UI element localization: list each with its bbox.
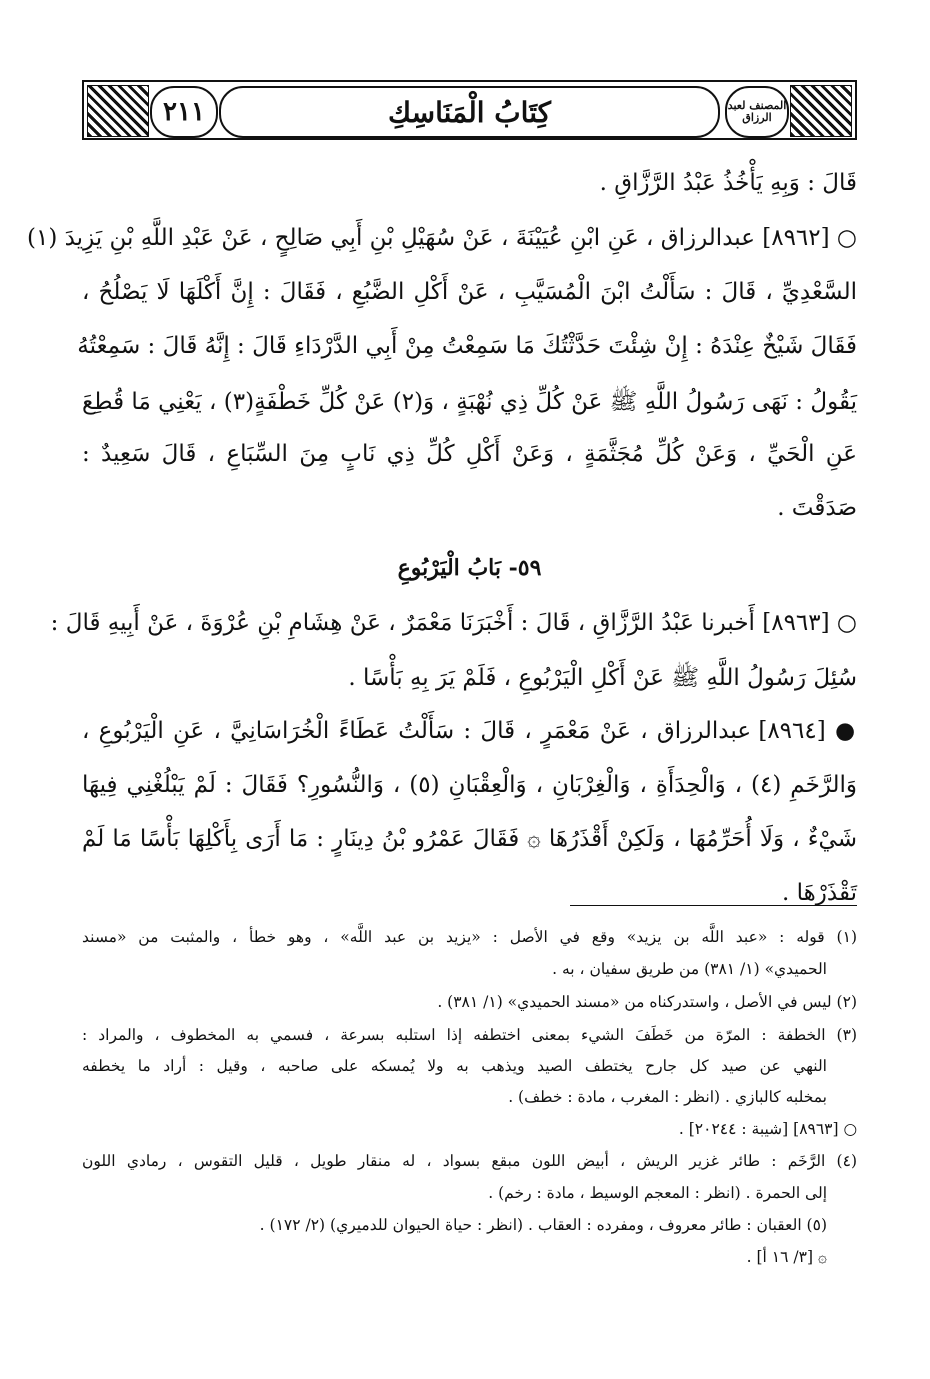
text-line: قَالَ : وَبِهِ يَأْخُذُ عَبْدُ الرَّزَّاقِ . xyxy=(599,170,857,196)
footnote-line: (١) قوله : «عبد اللَّه بن يزيد» وقع في الأصل : «يزيد بن عبد اللَّه» ، وهو خطأ ، والمثبت من «مسند xyxy=(82,928,857,946)
text-line: سُئِلَ رَسُولُ اللَّهِ ﷺ عَنْ أَكْلِ الْيَرْبُوعِ ، فَلَمْ يَرَ بِهِ بَأْسًا . xyxy=(348,665,857,691)
footnote-line: (٣) الخطفة : المرّة من خَطَفَ الشيء بمعنى اختطفه إذا استلبه بسرعة ، فسمي به المخطوف ، والمراد : xyxy=(82,1026,857,1044)
footnote-line: ۞ [٣/ ١٦ أ] . xyxy=(746,1248,827,1266)
footnote-line: الحميدي» (١/ ٣٨١) من طريق سفيان ، به . xyxy=(552,960,827,978)
footnote-line: (٢) ليس في الأصل ، واستدركناه من «مسند الحميدي» (١/ ٣٨١) . xyxy=(437,993,857,1011)
book-title: كِتَابُ الْمَنَاسِكِ xyxy=(219,86,720,138)
text-line: فَقَالَ شَيْخٌ عِنْدَهُ : إِنْ شِئْتَ حَدَّثْتُكَ مَا سَمِعْتُ مِنْ أَبِي الدَّرْدَاءِ قَالَ : إِنَّهُ قَالَ : سَمِعْتُهُ xyxy=(77,333,857,359)
page-header xyxy=(82,80,857,140)
footnote-line: إلى الحمرة . (انظر : المعجم الوسيط ، مادة : رخم) . xyxy=(488,1184,827,1202)
chapter-title: ٥٩- بَابُ الْيَرْبُوعِ xyxy=(397,555,542,581)
ornament xyxy=(87,85,149,137)
text-line: ● [٨٩٦٤] عبدالرزاق ، عَنْ مَعْمَرٍ ، قَالَ : سَأَلْتُ عَطَاءً الْخُرَاسَانِيَّ ، عَنِ الْيَرْبُوعِ ، xyxy=(82,718,857,744)
text-line: ○ [٨٩٦٢] عبدالرزاق ، عَنِ ابْنِ عُيَيْنَةَ ، عَنْ سُهَيْلِ بْنِ أَبِي صَالِحٍ ، عَنْ عَبْدِ اللَّهِ بْنِ يَزِيدَ (١) xyxy=(26,225,857,251)
footnote-line: (٥) العقبان : طائر معروف ، ومفرده : العقاب . (انظر : حياة الحيوان للدميري) (٢/ ١٧٢) . xyxy=(259,1216,827,1234)
text-line: السَّعْدِيِّ ، قَالَ : سَأَلْتُ ابْنَ الْمُسَيَّبِ ، عَنْ أَكْلِ الضَّبُعِ ، فَقَالَ : إِنَّ أَكْلَهَا لَا يَصْلُحُ ، xyxy=(82,279,857,305)
text-line: تَقْذَرْهَا . xyxy=(782,880,857,906)
text-line: وَالرَّخَمِ (٤) ، وَالْحِدَأَةِ ، وَالْغِرْبَانِ ، وَالْعِقْبَانِ (٥) ، وَالنُّسُورِ؟ فَقَالَ : لَمْ يَبْلُغْنِي فِيهَا xyxy=(82,772,857,798)
text-line: ○ [٨٩٦٣] أَخبرنا عَبْدُ الرَّزَّاقِ ، قَالَ : أَخْبَرَنَا مَعْمَرٌ ، عَنْ هِشَامِ بْنِ عُرْوَةَ ، عَنْ أَبِيهِ قَالَ : xyxy=(50,610,857,636)
page-number: ٢١١ xyxy=(150,86,218,138)
footnote-line: بمخلبه كالبازي . (انظر : المغرب ، مادة : خطف) . xyxy=(508,1088,827,1106)
footnote-line: (٤) الرَّخَم : طائر غزير الريش ، أبيض اللون مبقع بسواد ، له منقار طويل ، قليل التقوس ، رمادي اللون xyxy=(82,1152,857,1170)
text-line: يَقُولُ : نَهَى رَسُولُ اللَّهِ ﷺ عَنْ كُلِّ ذِي نُهْبَةٍ ، وَ(٢) عَنْ كُلِّ خَطْفَةٍ(٣) ، يَعْنِي مَا قُطِعَ xyxy=(82,389,857,415)
text-line: عَنِ الْحَيِّ ، وَعَنْ كُلِّ مُجَثَّمَةٍ ، وَعَنْ أَكْلِ كُلِّ ذِي نَابٍ مِنَ السِّبَاعِ ، قَالَ سَعِيدٌ : xyxy=(82,441,857,467)
footnote-line: النهي عن صيد كل جارح يختطف الصيد ويذهب به ولا يُمسكه على صاحبه ، وقيل : أراد ما يخطفه xyxy=(82,1057,827,1075)
footnote-divider xyxy=(570,905,857,906)
series-logo: المصنف لعبد الرزاق xyxy=(725,86,789,138)
footnote-line: ○ [٨٩٦٣] [شيبة : ٢٠٢٤٤] . xyxy=(678,1120,857,1138)
text-line: صَدَقْتَ . xyxy=(777,495,857,521)
text-line: شَيْءٌ ، وَلَا أُحَرِّمُهَا ، وَلَكِنْ أَقْذَرُهَا ۞ فَقَالَ عَمْرُو بْنُ دِينَارٍ : مَا أَرَى بِأَكْلِهَا بَأْسًا مَا لَمْ xyxy=(82,826,857,852)
ornament xyxy=(790,85,852,137)
